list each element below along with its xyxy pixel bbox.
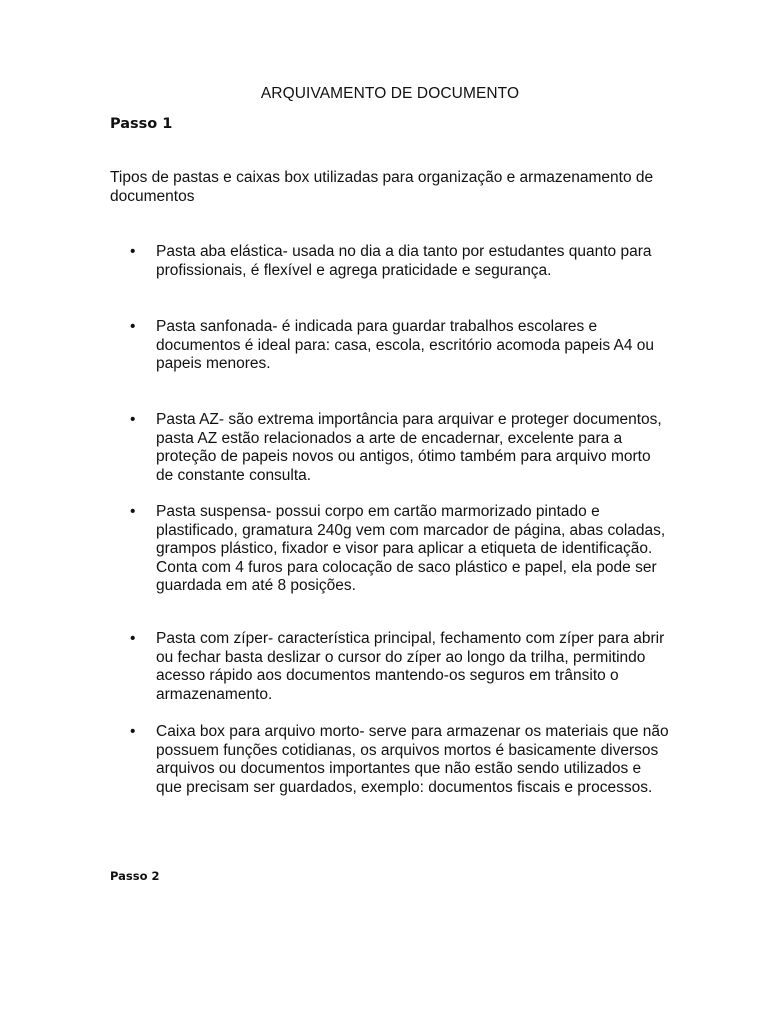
bullet-icon: • xyxy=(130,411,136,428)
bullet-icon: • xyxy=(130,723,136,740)
list-item-text: Pasta suspensa- possui corpo em cartão marmorizado pintado e plastificado, gramatura 240g vem com marcador de página, abas coladas, grampos plástico, fixador e visor para aplicar a etiqueta de identificação. Conta com 4 furos para colocação de saco plástico e papel, ela pode ser guardada em até 8 posições. xyxy=(156,503,666,594)
bullet-icon: • xyxy=(130,630,136,647)
list-item-text: Pasta aba elástica- usada no dia a dia tanto por estudantes quanto para profissionais, é flexível e agrega praticidade e segurança. xyxy=(156,243,652,279)
step-2-heading: Passo 2 xyxy=(110,869,160,883)
list-item-text: Pasta sanfonada- é indicada para guardar trabalhos escolares e documentos é ideal para: casa, escola, escritório acomoda papeis A4 ou papeis menores. xyxy=(156,318,655,372)
step-1-heading: Passo 1 xyxy=(110,116,173,132)
list-item-text: Caixa box para arquivo morto- serve para armazenar os materiais que não possuem funções cotidianas, os arquivos mortos é basicamente diversos arquivos ou documentos importantes que não estão sendo utilizados e que precisam ser guardados, exemplo: documentos fiscais e processos. xyxy=(156,723,669,796)
bullet-icon: • xyxy=(130,243,136,260)
document-title: ARQUIVAMENTO DE DOCUMENTO xyxy=(260,85,520,102)
list-item-text: Pasta AZ- são extrema importância para arquivar e proteger documentos, pasta AZ estão relacionados a arte de encadernar, excelente para a proteção de papeis novos ou antigos, ótimo também para arquivo morto de constante consulta. xyxy=(156,411,662,484)
intro-paragraph: Tipos de pastas e caixas box utilizadas para organização e armazenamento de documentos xyxy=(110,169,654,205)
bullet-icon: • xyxy=(130,318,136,335)
list-item-text: Pasta com zíper- característica principal, fechamento com zíper para abrir ou fechar basta deslizar o cursor do zíper ao longo da trilha, permitindo acesso rápido aos documentos mantendo-os seguros em trânsito o armazenamento. xyxy=(156,630,665,703)
bullet-icon: • xyxy=(130,503,136,520)
